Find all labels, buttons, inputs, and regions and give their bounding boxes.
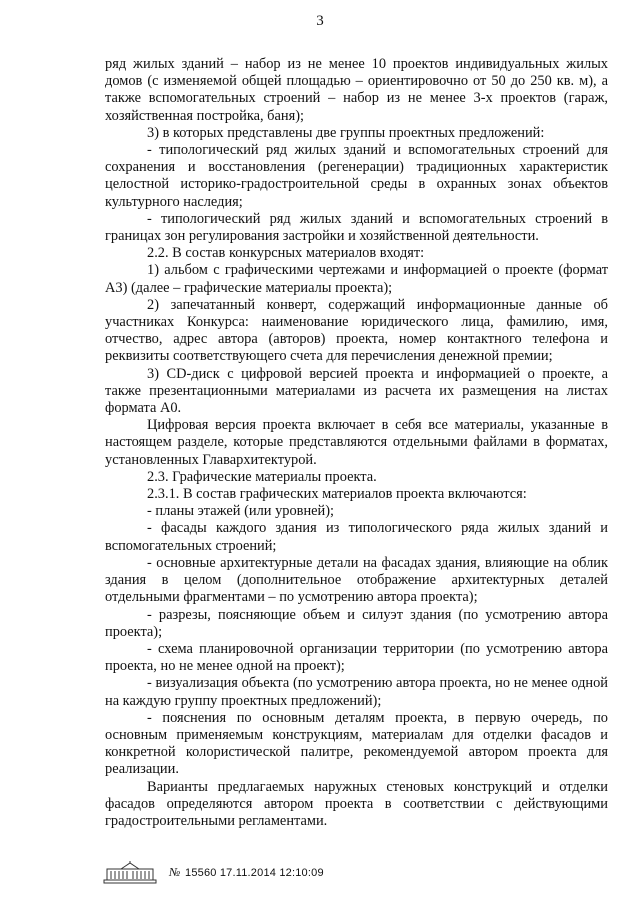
paragraph: - типологический ряд жилых зданий и вспомогательных строений в границах зон регулирования застройки и хозяйственной деятельности. — [105, 210, 608, 245]
document-registration-code: 15560 17.11.2014 12:10:09 — [185, 867, 324, 879]
number-sign: № — [169, 865, 181, 879]
paragraph: Варианты предлагаемых наружных стеновых конструкций и отделки фасадов определяются автором проекта в соответствии с действующими градостроительными регламентами. — [105, 778, 608, 829]
paragraph: ряд жилых зданий – набор из не менее 10 проектов индивидуальных жилых домов (с изменяемой общей площадью – ориентировочно от 50 до 250 кв. м), а также вспомогательных строений – набор из не менее 3-х проектов (гараж, хозяйственная постройка, баня); — [105, 56, 608, 124]
paragraph: - фасады каждого здания из типологического ряда жилых зданий и вспомогательных строений; — [105, 520, 608, 554]
paragraph: - схема планировочной организации территории (по усмотрению автора проекта, но не менее одной на проект); — [105, 640, 608, 675]
paragraph: - основные архитектурные детали на фасадах здания, влияющие на облик здания в целом (дополнительное отображение архитектурных деталей отдельными фрагментами – по усмотрению автора проекта); — [105, 554, 608, 606]
paragraph: 1) альбом с графическими чертежами и информацией о проекте (формат А3) (далее – графические материалы проекта); — [105, 262, 608, 296]
paragraph: 2) запечатанный конверт, содержащий информационные данные об участниках Конкурса: наименование юридического лица, фамилию, имя, отчество, адрес автора (авторов) проекта, номер контактного телефона и реквизиты соответствующего счета для перечисления денежной премии; — [105, 296, 608, 365]
paragraph: 2.2. В состав конкурсных материалов входят: — [147, 245, 425, 262]
paragraph: 3) CD-диск с цифровой версией проекта и информацией о проекте, а также презентационными материалами из расчета их размещения на листах формата А0. — [105, 365, 608, 417]
paragraph: - типологический ряд жилых зданий и вспомогательных строений для сохранения и восстановления (регенерации) традиционных характеристик целостной историко-градостроительной среды в охранных зонах объектов культурного наследия; — [105, 142, 608, 210]
paragraph: 2.3. Графические материалы проекта. — [147, 468, 377, 485]
paragraph: 2.3.1. В состав графических материалов проекта включаются: — [147, 486, 527, 503]
paragraph: - разрезы, поясняющие объем и силуэт здания (по усмотрению автора проекта); — [105, 606, 608, 640]
paragraph: - визуализация объекта (по усмотрению автора проекта, но не менее одной на каждую группу проектных предложений); — [105, 675, 608, 709]
paragraph: Цифровая версия проекта включает в себя все материалы, указанные в настоящем разделе, которые представляются отдельными файлами в форматах, установленных Главархитектурой. — [105, 417, 608, 468]
document-footer — [103, 860, 523, 884]
page-number: 3 — [316, 13, 324, 29]
paragraph: - планы этажей (или уровней); — [147, 503, 335, 520]
document-body — [105, 56, 608, 830]
building-stamp-icon — [103, 860, 157, 884]
paragraph: - пояснения по основным деталям проекта, в первую очередь, по основным применяемым конструкциям, материалам для отделки фасадов и конкретной колористической палитре, рекомендуемой автором проекта для реализации. — [105, 709, 608, 778]
paragraph: 3) в которых представлены две группы проектных предложений: — [147, 124, 545, 141]
